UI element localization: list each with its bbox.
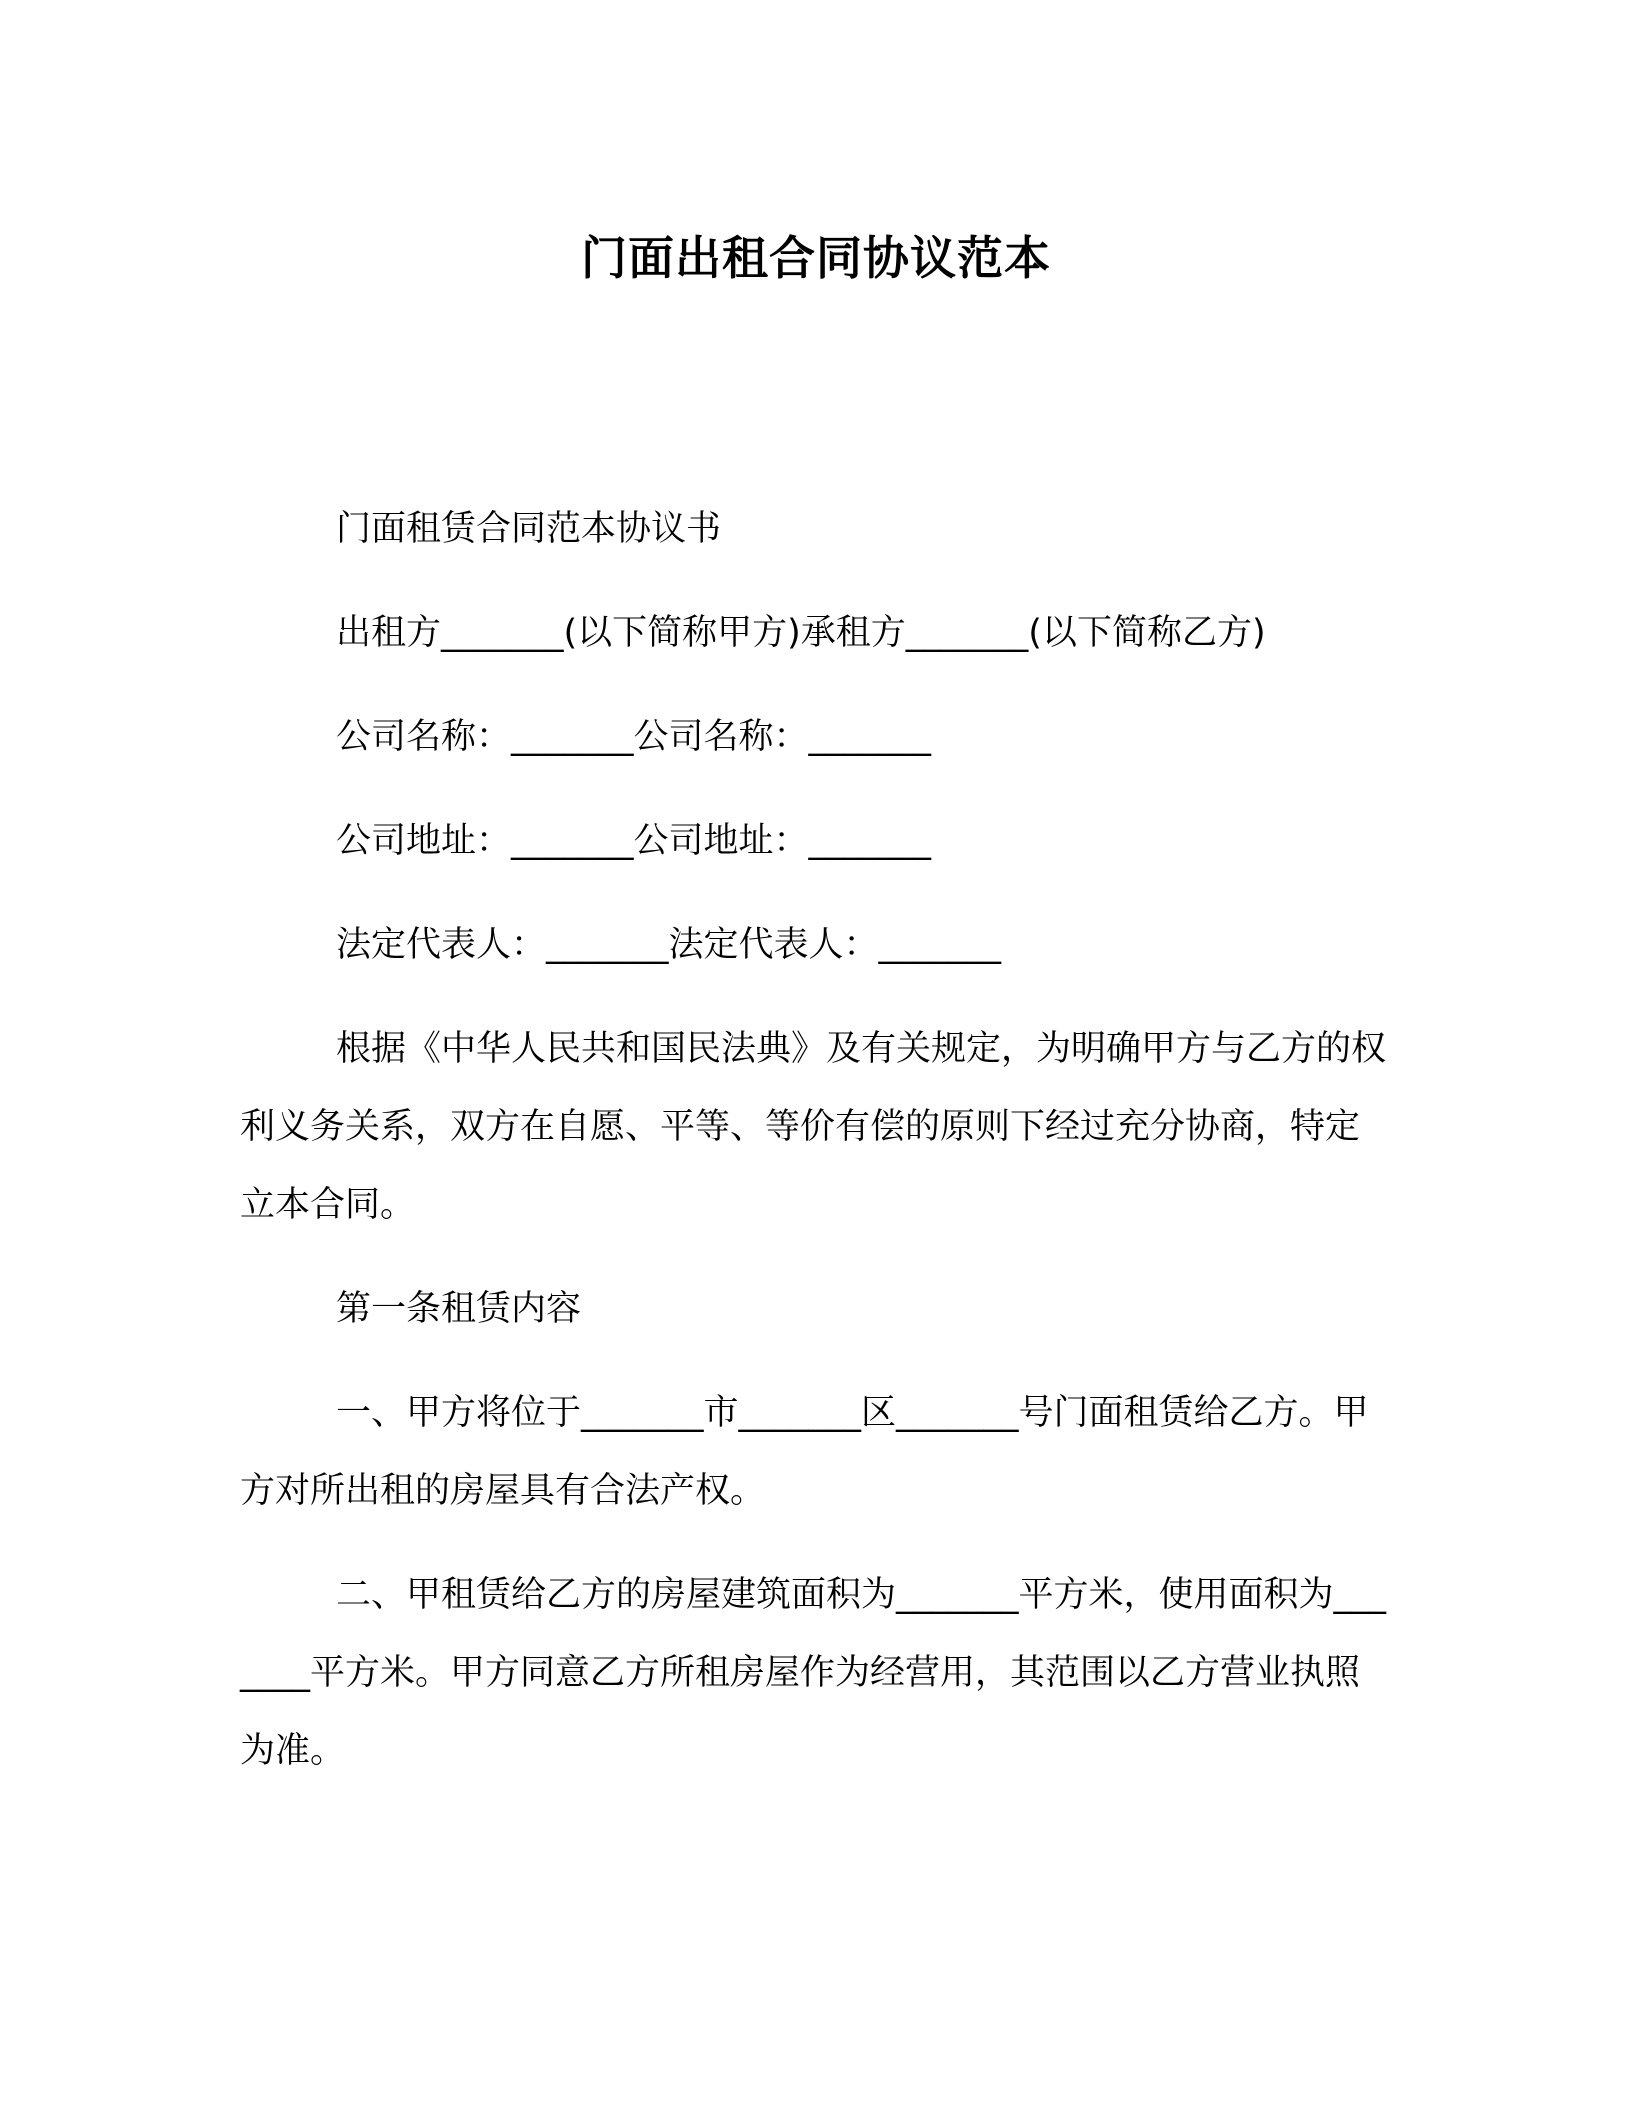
paragraph-company-name: 公司名称：_______公司名称：_______ <box>336 717 932 757</box>
paragraph-clause-2: 二、甲租赁给乙方的房屋建筑面积为_______平方米，使用面积为_______平方米。甲方同意乙方所租房屋作为经营用，其范围以乙方营业执照为准。 <box>240 1575 1387 1771</box>
paragraph-preamble: 根据《中华人民共和国民法典》及有关规定，为明确甲方与乙方的权利义务关系，双方在自愿、平等、等价有偿的原则下经过充分协商，特定立本合同。 <box>240 1029 1387 1225</box>
paragraph-company-address: 公司地址：_______公司地址：_______ <box>336 821 932 861</box>
paragraph-parties: 出租方_______(以下简称甲方)承租方_______(以下简称乙方) <box>336 613 1266 653</box>
paragraph-article-1-heading: 第一条租赁内容 <box>336 1289 582 1329</box>
paragraph-clause-1: 一、甲方将位于_______市_______区_______号门面租赁给乙方。甲方对所出租的房屋具有合法产权。 <box>240 1393 1369 1511</box>
document-title: 门面出租合同协议范本 <box>581 231 1051 285</box>
document-body <box>240 490 1390 1816</box>
paragraph-subtitle: 门面租赁合同范本协议书 <box>336 509 722 549</box>
paragraph-legal-representative: 法定代表人：_______法定代表人：_______ <box>336 925 1002 965</box>
